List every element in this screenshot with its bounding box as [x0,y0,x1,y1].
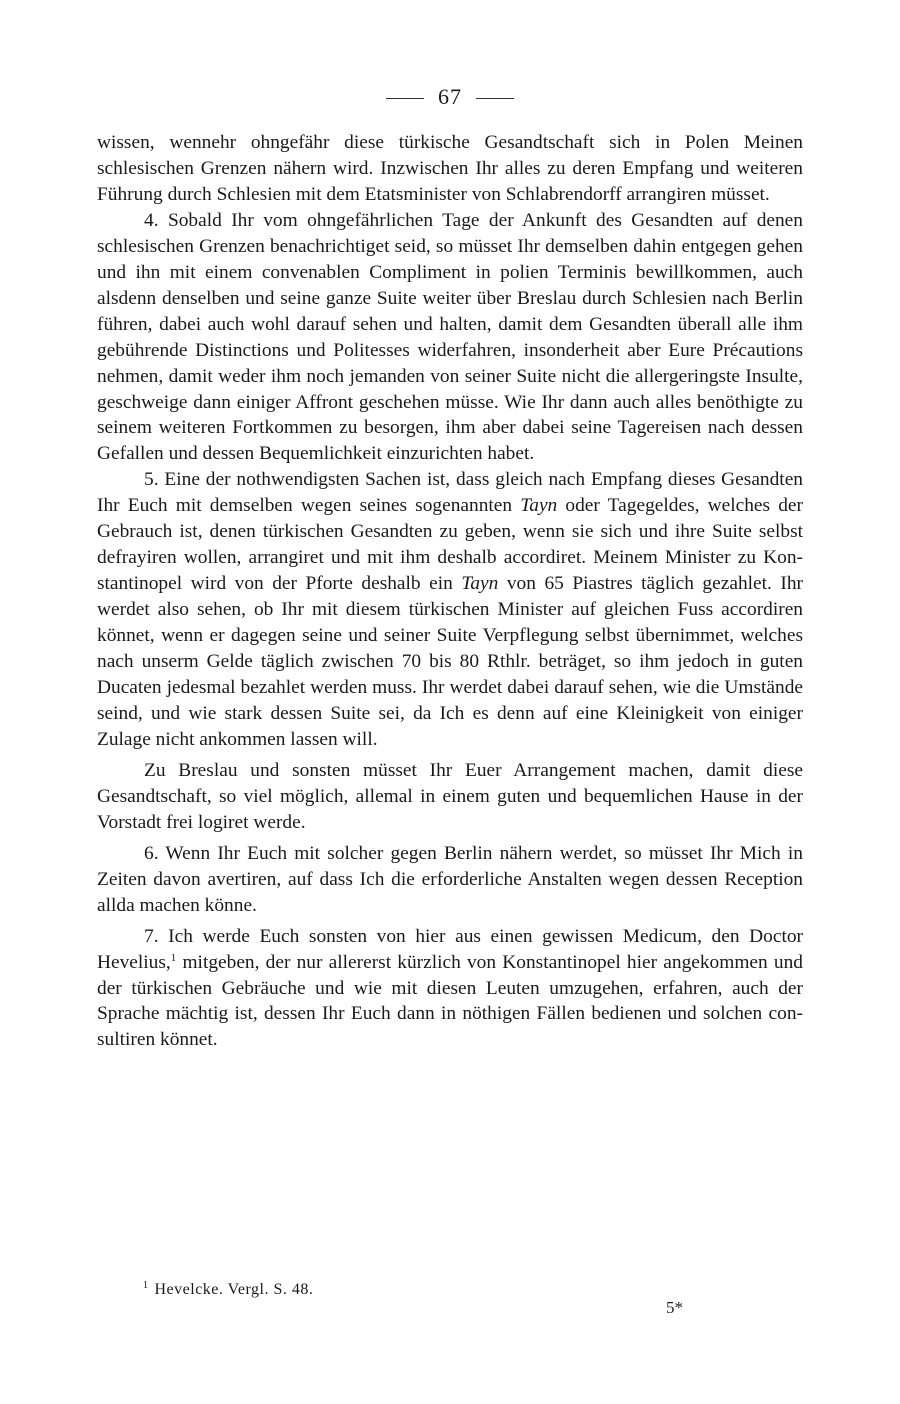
footnote-reference: 1 [170,951,177,964]
signature-mark: 5* [666,1298,683,1317]
paragraph-item-5-part-c: von 65 Piastres täglich gezahlet. Ihr werdet also sehen, ob Ihr mit diesem türkischen Minister auf gleichen Fuss accordiren könnet, wenn er dagegen seine und seiner Suite Verpflegung selbst übernimmet, welches nach unserm Gelde täglich zwischen 70 bis 80 Rthlr. beträget, so ihm jedoch in guten Ducaten jedesmal bezahlet werden muss. Ihr werdet dabei darauf sehen, wie die Umstände seind, und wie stark dessen Suite sei, da Ich es denn auf eine Kleinigkeit von einiger Zulage nicht ankommen lassen will. [97,573,803,750]
paragraph-item-6: 6. Wenn Ihr Euch mit solcher gegen Berlin nähern werdet, so müsset Ihr Mich in Zeiten davon avertiren, auf dass Ich die erforderliche Anstalten wegen dessen Reception allda machen könne. [97,842,803,916]
paragraph-item-4: 4. Sobald Ihr vom ohngefährlichen Tage der Ankunft des Gesandten auf denen schlesischen Grenzen benachrichtiget seid, so müsset Ihr demselben dahin entgegen gehen und ihn mit einem convenablen Compliment in polien Terminis bewillkommen, auch alsdenn denselben und seine ganze Suite weiter über Breslau durch Schlesien nach Berlin führen, dabei auch wohl darauf sehen und halten, damit dem Gesandten überall alle ihm gebührende Distinctions und Politesses widerfahren, insonderheit aber Eure Précautions nehmen, damit weder ihm noch jemanden von seiner Suite nicht die allergeringste Insulte, geschweige dann einiger Affront geschehen müsse. Wie Ihr dann auch alles benöthigte zu seinem weiteren Fortkommen zu besorgen, ihm aber dabei seine Tagereisen nach dessen Gefallen und dessen Bequemlichkeit einzurichten habet. [97,209,803,465]
italic-term-tayn: Tayn [461,573,499,595]
body-text [97,130,803,1053]
paragraph-continuation: wissen, wennehr ohngefähr diese türkische Gesandtschaft sich in Polen Meinen schlesischen Grenzen nähern wird. Inzwischen Ihr alles zu deren Empfang und weiteren Führung durch Schlesien mit dem Etatsminister von Schlabrendorff arrangiren müsset. [97,132,803,205]
page-number: 67 [438,84,462,109]
footnote-text: Hevelcke. Vergl. S. 48. [154,1281,314,1298]
footnote [143,1280,313,1299]
footnote-marker: 1 [143,1280,149,1291]
paragraph-item-5-part-b: oder Tagegeldes, welches der Gebrauch ist, denen türkischen Gesandten zu geben, wenn sie sich und ihre Suite selbst defrayiren wollen, arrangiret und mit ihm deshalb accordiret. Meinem Minister zu Konstantinopel wird von der Pforte deshalb ein [97,495,803,595]
paragraph-item-7-part-a: 7. Ich werde Euch sonsten von hier aus einen gewissen Medicum, den Doctor Hevelius, [97,925,803,973]
header-dash-right [476,98,514,99]
paragraph-item-5 [97,467,803,752]
paragraph-item-5-part-a: 5. Eine der nothwendigsten Sachen ist, dass gleich nach Empfang dieses Gesandten Ihr Euch mit demselben wegen seines sogenannten [97,469,803,517]
page-header [0,84,900,110]
paragraph-item-7-part-b: mitgeben, der nur allererst kürzlich von Konstantinopel hier angekommen und der türkischen Gebräuche und wie mit diesen Leuten umzugehen, erfahren, auch der Sprache mächtig ist, dessen Ihr Euch dann in nöthigen Fällen bedienen und solchen consultiren könnet. [97,951,803,1051]
paragraph-breslau: Zu Breslau und sonsten müsset Ihr Euer Arrangement machen, damit diese Gesandtschaft, so viel möglich, allemal in einem guten und bequemlichen Hause in der Vorstadt frei logiret werde. [97,759,803,833]
paragraph-item-7 [97,924,803,1054]
italic-term-tayn: Tayn [520,495,558,517]
header-dash-left [386,98,424,99]
